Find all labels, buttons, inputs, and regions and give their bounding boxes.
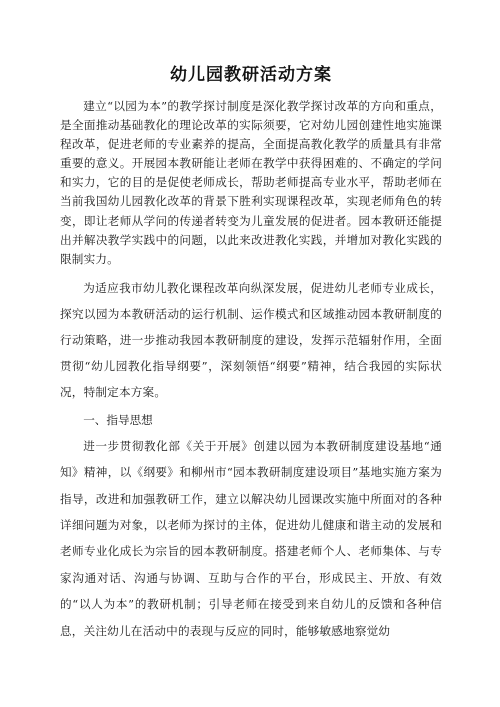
section-heading: 一、指导思想 bbox=[83, 412, 153, 427]
intro-paragraph: 建立“以园为本”的教学探讨制度是深化教学探讨改革的方向和重点，是全面推动基础教化的理论改革的实际须要，它对幼儿园创建性地实施课程改革，促进老师的专业素养的提高，全面提高教化教学的质量具有非常重要的意义。开展园本教研能让老师在教学中获得困难的、不确定的学问和实力，它的目的是促使老师成长，帮助老师提高专业水平，帮助老师在当前我国幼儿园教化改革的背景下胜利实现课程改革，实现老师角色的转变，即让老师从学问的传递者转变为儿童发展的促进者。园本教研还能提出并解决教学实践中的问题，以此来改进教化实践，并增加对教化实践的限制实力。 bbox=[60, 99, 442, 266]
document-title: 幼儿园教研活动方案 bbox=[170, 65, 332, 85]
purpose-paragraph: 为适应我市幼儿教化课程改革向纵深发展，促进幼儿老师专业成长，探究以园为本教研活动的运行机制、运作模式和区域推动园本教研制度的行动策略，进一步推动我园本教研制度的建设，发挥示范辐射作用，全面贯彻“幼儿园教化指导纲要”，深刻领悟“纲要”精神，结合我园的实际状况，特制定本方案。 bbox=[60, 280, 442, 399]
section-paragraph: 进一步贯彻教化部《关于开展》创建以园为本教研制度建设基地“通知》精神，以《纲要》和柳州市“园本教研制度建设项目”基地实施方案为指导，改进和加强教研工作，建立以解决幼儿园课改实施中所面对的各种详细问题为对象，以老师为探讨的主体，促进幼儿健康和谐主动的发展和老师专业化成长为宗旨的园本教研制度。搭建老师个人、老师集体、与专家沟通对话、沟通与协调、互助与合作的平台，形成民主、开放、有效的“以人为本”的教研机制；引导老师在接受到来自幼儿的反馈和各种信息，关注幼儿在活动中的表现与反应的同时，能够敏感地察觉幼 bbox=[60, 438, 442, 638]
